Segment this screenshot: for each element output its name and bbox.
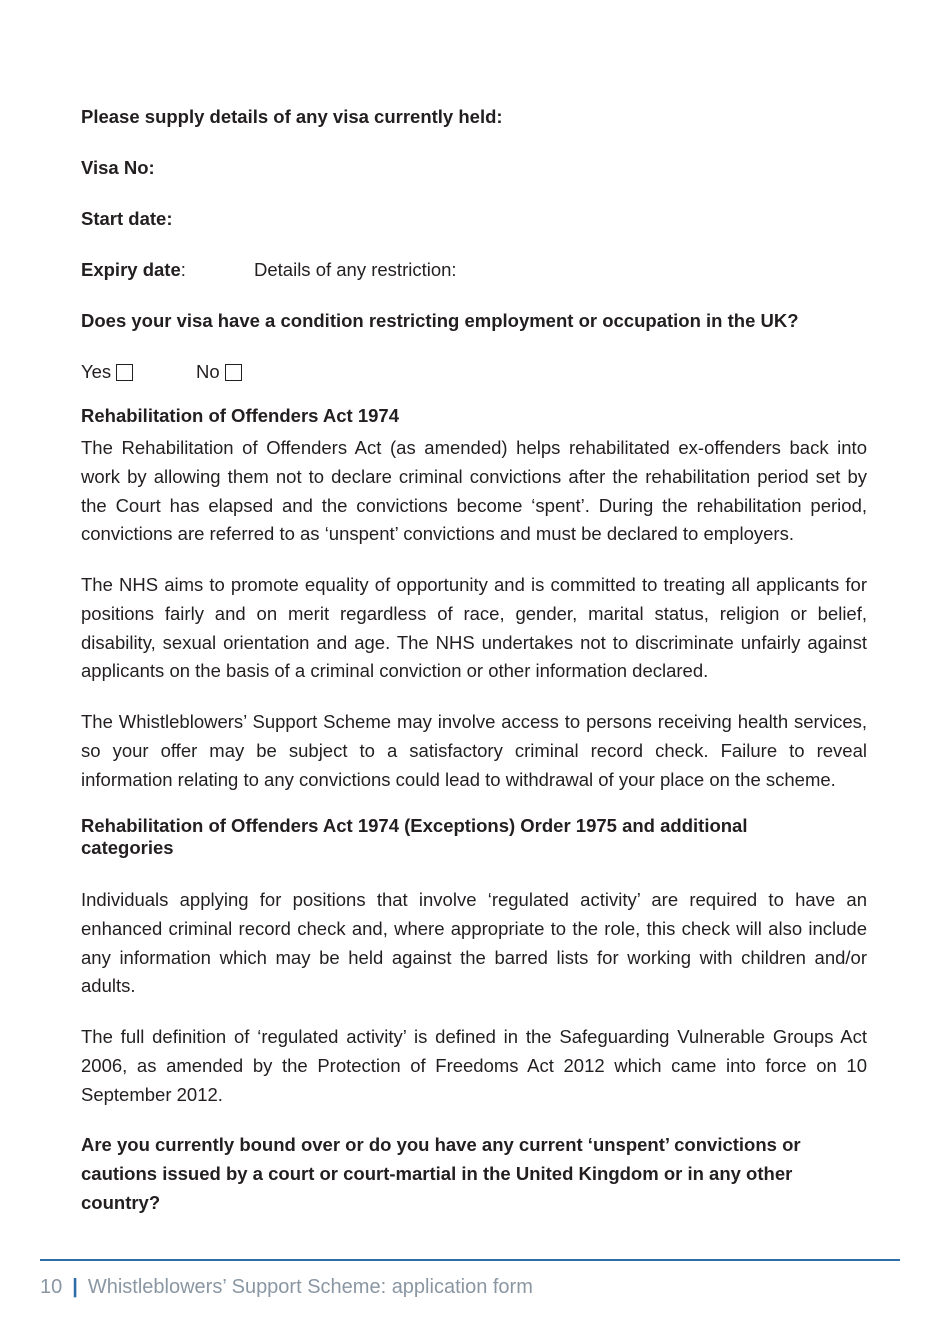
expiry-date-row	[81, 259, 457, 281]
convictions-question: Are you currently bound over or do you have any current ‘unspent’ convictions or cautions issued by a court or court-martial in the United Kingdom or in any other country?	[81, 1134, 801, 1213]
expiry-date-label: Expiry date	[81, 259, 181, 280]
footer-title: Whistleblowers’ Support Scheme: application form	[87, 1276, 533, 1298]
exceptions-paragraph-1: Individuals applying for positions that involve ‘regulated activity’ are required to have an enhanced criminal record check and, where appropriate to the role, this check will also include any information which may be held against the barred lists for working with children and/or adults.	[81, 889, 867, 997]
restriction-label: Details of any restriction:	[254, 259, 457, 280]
page-footer	[40, 1276, 533, 1299]
page-number: 10	[40, 1276, 63, 1298]
footer-divider	[40, 1259, 900, 1261]
visa-no-label: Visa No:	[81, 157, 155, 178]
visa-heading: Please supply details of any visa currently held:	[81, 106, 503, 127]
exceptions-heading: Rehabilitation of Offenders Act 1974 (Exceptions) Order 1975 and additional categories	[81, 815, 748, 858]
footer-separator: |	[72, 1276, 78, 1298]
no-label: No	[196, 361, 220, 382]
visa-condition-question: Does your visa have a condition restricting employment or occupation in the UK?	[81, 310, 799, 331]
yes-label: Yes	[81, 361, 112, 382]
start-date-label: Start date:	[81, 208, 173, 229]
yes-checkbox[interactable]	[116, 364, 133, 381]
exceptions-paragraph-2: The full definition of ‘regulated activity’ is defined in the Safeguarding Vulnerable Groups Act 2006, as amended by the Protection of Freedoms Act 2012 which came into force on 10 September 2012.	[81, 1026, 867, 1105]
roa-paragraph-3: The Whistleblowers’ Support Scheme may involve access to persons receiving health services, so your offer may be subject to a satisfactory criminal record check. Failure to reveal information relating to any convictions could lead to withdrawal of your place on the scheme.	[81, 711, 867, 790]
roa-paragraph-1: The Rehabilitation of Offenders Act (as amended) helps rehabilitated ex-offenders back into work by allowing them not to declare criminal convictions after the rehabilitation period set by the Court has elapsed and the convictions become ‘spent’. During the rehabilitation period, convictions are referred to as ‘unspent’ convictions and must be declared to employers.	[81, 437, 867, 545]
roa-paragraph-2: The NHS aims to promote equality of opportunity and is committed to treating all applicants for positions fairly and on merit regardless of race, gender, marital status, religion or belief, disability, sexual orientation and age. The NHS undertakes not to discriminate unfairly against applicants on the basis of a criminal conviction or other information declared.	[81, 574, 867, 682]
no-checkbox[interactable]	[225, 364, 242, 381]
roa-heading: Rehabilitation of Offenders Act 1974	[81, 405, 399, 426]
expiry-colon: :	[180, 259, 186, 280]
yes-no-row	[81, 361, 220, 383]
